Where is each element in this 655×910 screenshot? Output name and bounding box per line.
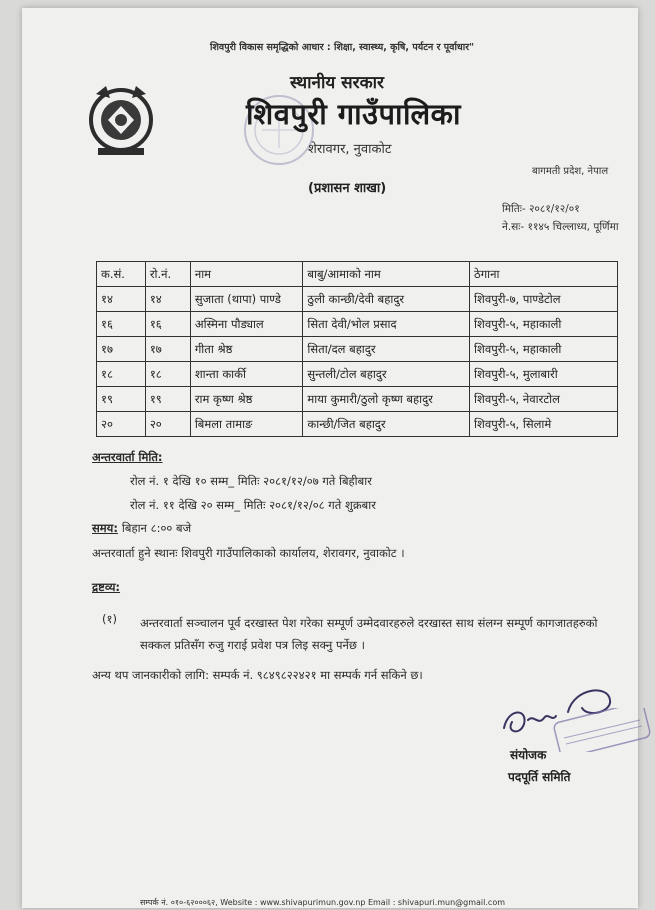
cell-address: शिवपुरी-५, नेवारटोल: [470, 387, 618, 412]
cell-parents: सिता देवी/भोल प्रसाद: [303, 312, 470, 337]
table-row: [97, 337, 618, 362]
subtitle: स्थानीय सरकार: [290, 73, 385, 93]
cell-serial: १९: [97, 387, 146, 412]
cell-name: राम कृष्ण श्रेष्ठ: [190, 387, 303, 412]
page-title: शिवपुरी गाउँपालिका: [246, 97, 461, 131]
cell-roll: १९: [145, 387, 190, 412]
column-header-serial: क.सं.: [97, 262, 146, 287]
table-row: [97, 412, 618, 437]
contact-text: अन्य थप जानकारीको लागि: सम्पर्क नं. ९८४९८२२४२१ मा सम्पर्क गर्न सकिने छ।: [92, 668, 423, 682]
candidate-table: [96, 261, 618, 437]
cell-roll: २०: [145, 412, 190, 437]
table-row: [97, 312, 618, 337]
cell-serial: १६: [97, 312, 146, 337]
interview-heading: अन्तरवार्ता मिति:: [92, 450, 163, 464]
interview-venue: अन्तरवार्ता हुने स्थानः शिवपुरी गाउँपालिकाको कार्यालय, शेरावगर, नुवाकोट ।: [92, 546, 405, 560]
cell-address: शिवपुरी-५, महाकाली: [470, 337, 618, 362]
signatory-role: संयोजक: [510, 748, 547, 762]
section-name: (प्रशासन शाखा): [308, 181, 387, 196]
cell-address: शिवपुरी-५, सिलामे: [470, 412, 618, 437]
cell-parents: माया कुमारी/ठुलो कृष्ण बहादुर: [303, 387, 470, 412]
column-header-parents: बाबु/आमाको नाम: [303, 262, 470, 287]
date-text: मितिः- २०८१/१२/०१: [502, 203, 580, 215]
table-header-row: [97, 262, 618, 287]
footer-contact: सम्पर्क नं. ०१०-६२०००६२, Website : www.shivapurimun.gov.np Email : shivapuri.mun@gmail.com: [140, 898, 506, 907]
cell-address: शिवपुरी-७, पाण्डेटोल: [470, 287, 618, 312]
cell-roll: १६: [145, 312, 190, 337]
cell-name: शान्ता कार्की: [190, 362, 303, 387]
table-row: [97, 387, 618, 412]
cell-name: सुजाता (थापा) पाण्डे: [190, 287, 303, 312]
emblem-icon: [88, 82, 154, 158]
column-header-roll: रो.नं.: [145, 262, 190, 287]
table-row: [97, 287, 618, 312]
cell-name: बिमला तामाङ: [190, 412, 303, 437]
cell-serial: १४: [97, 287, 146, 312]
cell-roll: १८: [145, 362, 190, 387]
reference-number: ने.सः- ११४५ चिल्लाध्य, पूर्णिमा: [502, 221, 619, 233]
interview-time: [92, 521, 191, 536]
interview-schedule-1: रोल नं. १ देखि १० सम्म_ मितिः २०८१/१२/०७ गते बिहीबार: [130, 474, 372, 488]
cell-parents: सिता/दल बहादुर: [303, 337, 470, 362]
cell-parents: सुन्तली/टोल बहादुर: [303, 362, 470, 387]
cell-parents: कान्छी/जित बहादुर: [303, 412, 470, 437]
note-heading: द्रष्टव्य:: [92, 580, 121, 594]
time-value: बिहान ८:०० बजे: [121, 521, 192, 535]
cell-serial: १७: [97, 337, 146, 362]
column-header-name: नाम: [190, 262, 303, 287]
cell-serial: १८: [97, 362, 146, 387]
cell-roll: १७: [145, 337, 190, 362]
cell-roll: १४: [145, 287, 190, 312]
cell-address: शिवपुरी-५, महाकाली: [470, 312, 618, 337]
province-text: बागमती प्रदेश, नेपाल: [532, 166, 609, 177]
note-text: अन्तरवार्ता सञ्चालन पूर्व दरखास्त पेश गरेका सम्पूर्ण उम्मेदवारहरुले दरखास्त साथ संलग्न सम्पूर्ण कागजातहरुको सक्कल प्रतिसँग रुजु गराई प्रवेश पत्र लिइ सक्नु पर्नेछ ।: [140, 616, 598, 652]
note-number: (१): [102, 612, 117, 626]
cell-parents: ठुली कान्छी/देवी बहादुर: [303, 287, 470, 312]
document-page: [22, 8, 638, 908]
table-row: [97, 362, 618, 387]
location-text: शेरावगर, नुवाकोट: [308, 142, 392, 157]
cell-name: गीता श्रेष्ठ: [190, 337, 303, 362]
column-header-address: ठेगाना: [470, 262, 618, 287]
cell-name: अस्मिना पौड्याल: [190, 312, 303, 337]
committee-stamp-icon: [552, 708, 652, 752]
motto-text: शिवपुरी विकास समृद्धिको आधार : शिक्षा, स्वास्थ्य, कृषि, पर्यटन र पूर्वाधार": [210, 42, 475, 53]
interview-schedule-2: रोल नं. ११ देखि २० सम्म_ मितिः २०८१/१२/०८ गते शुक्रबार: [130, 498, 376, 512]
cell-serial: २०: [97, 412, 146, 437]
time-label: समय:: [92, 521, 118, 535]
cell-address: शिवपुरी-५, मुलाबारी: [470, 362, 618, 387]
committee-name: पदपूर्ति समिति: [508, 770, 571, 784]
